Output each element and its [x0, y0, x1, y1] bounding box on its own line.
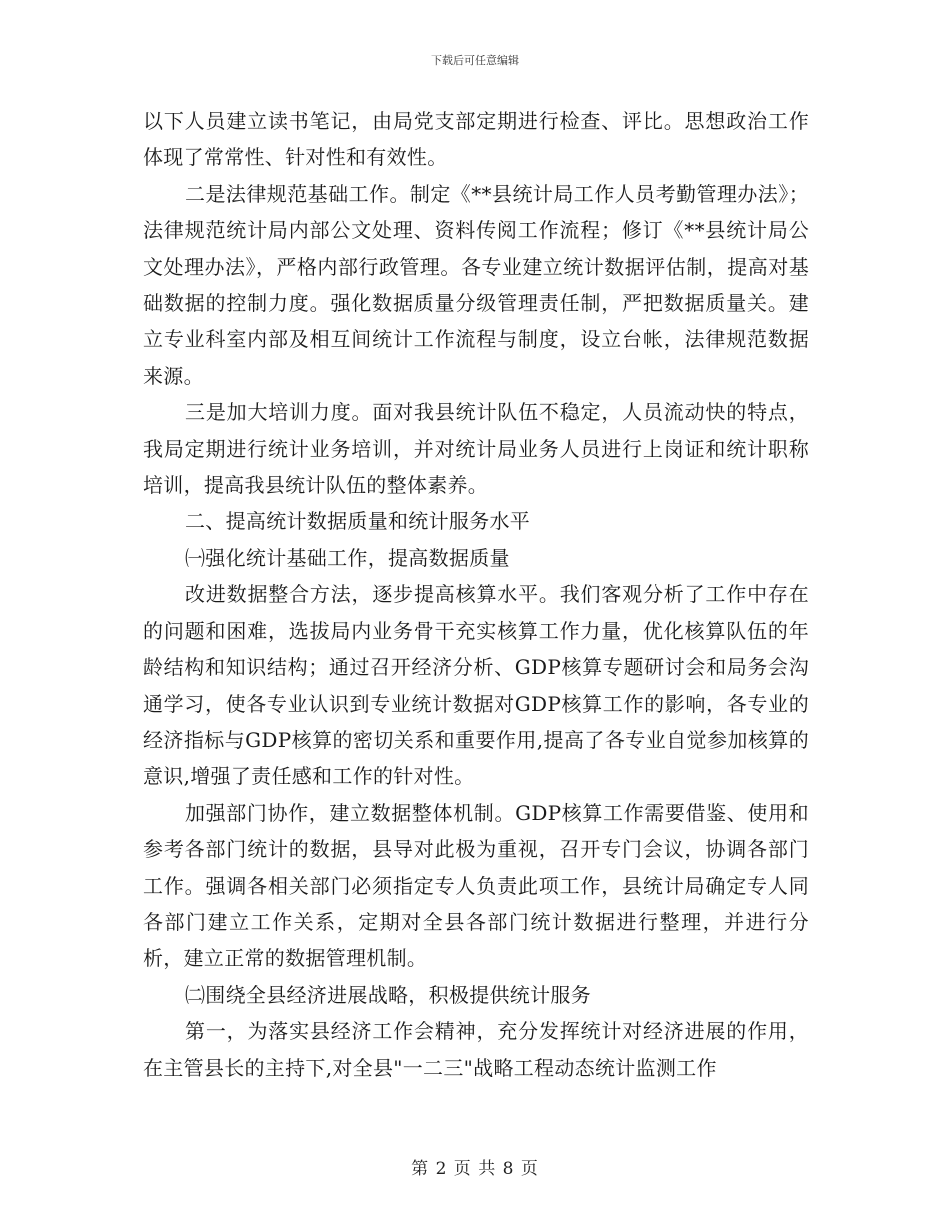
section-heading: 二、提高统计数据质量和统计服务水平	[185, 509, 531, 534]
paragraph: 二是法律规范基础工作。制定《**县统计局工作人员考勤管理办法》；法律规范统计局内部公文处理、资料传阅工作流程；修订《**县统计局公文处理办法》，严格内部行政管理。各专业建立统计数据评估制，提高对基础数据的控制力度。强化数据质量分级管理责任制，严把数据质量关。建立专业科室内部及相互间统计工作流程与制度，设立台帐，法律规范数据来源。	[143, 181, 809, 388]
paragraph: 三是加大培训力度。面对我县统计队伍不稳定，人员流动快的特点，我局定期进行统计业务培训，并对统计局业务人员进行上岗证和统计职称培训，提高我县统计队伍的整体素养。	[143, 400, 809, 498]
paragraph: 以下人员建立读书笔记，由局党支部定期进行检查、评比。思想政治工作体现了常常性、针对性和有效性。	[143, 109, 809, 170]
paragraph: 改进数据整合方法，逐步提高核算水平。我们客观分析了工作中存在的问题和困难，选拔局内业务骨干充实核算工作力量，优化核算队伍的年龄结构和知识结构；通过召开经济分析、GDP核算专题研讨会和局务会沟通学习，使各专业认识到专业统计数据对GDP核算工作的影响，各专业的经济指标与GDP核算的密切关系和重要作用,提高了各专业自觉参加核算的意识,增强了责任感和工作的针对性。	[143, 582, 809, 789]
paragraph: 第一，为落实县经济工作会精神，充分发挥统计对经济进展的作用，在主管县长的主持下,对全县"一二三"战略工程动态统计监测工作	[143, 1019, 809, 1080]
paragraph: 加强部门协作，建立数据整体机制。GDP核算工作需要借鉴、使用和参考各部门统计的数据，县导对此极为重视，召开专门会议，协调各部门工作。强调各相关部门必须指定专人负责此项工作，县统计局确定专人同各部门建立工作关系，定期对全县各部门统计数据进行整理，并进行分析，建立正常的数据管理机制。	[143, 800, 809, 971]
document-body	[143, 103, 809, 1086]
subsection-heading: ㈡围绕全县经济进展战略，积极提供统计服务	[185, 982, 591, 1007]
page-number-footer: 第 2 页 共 8 页	[411, 1159, 539, 1179]
page-header-note: 下载后可任意编辑	[431, 54, 519, 67]
subsection-heading: ㈠强化统计基础工作，提高数据质量	[185, 545, 510, 570]
